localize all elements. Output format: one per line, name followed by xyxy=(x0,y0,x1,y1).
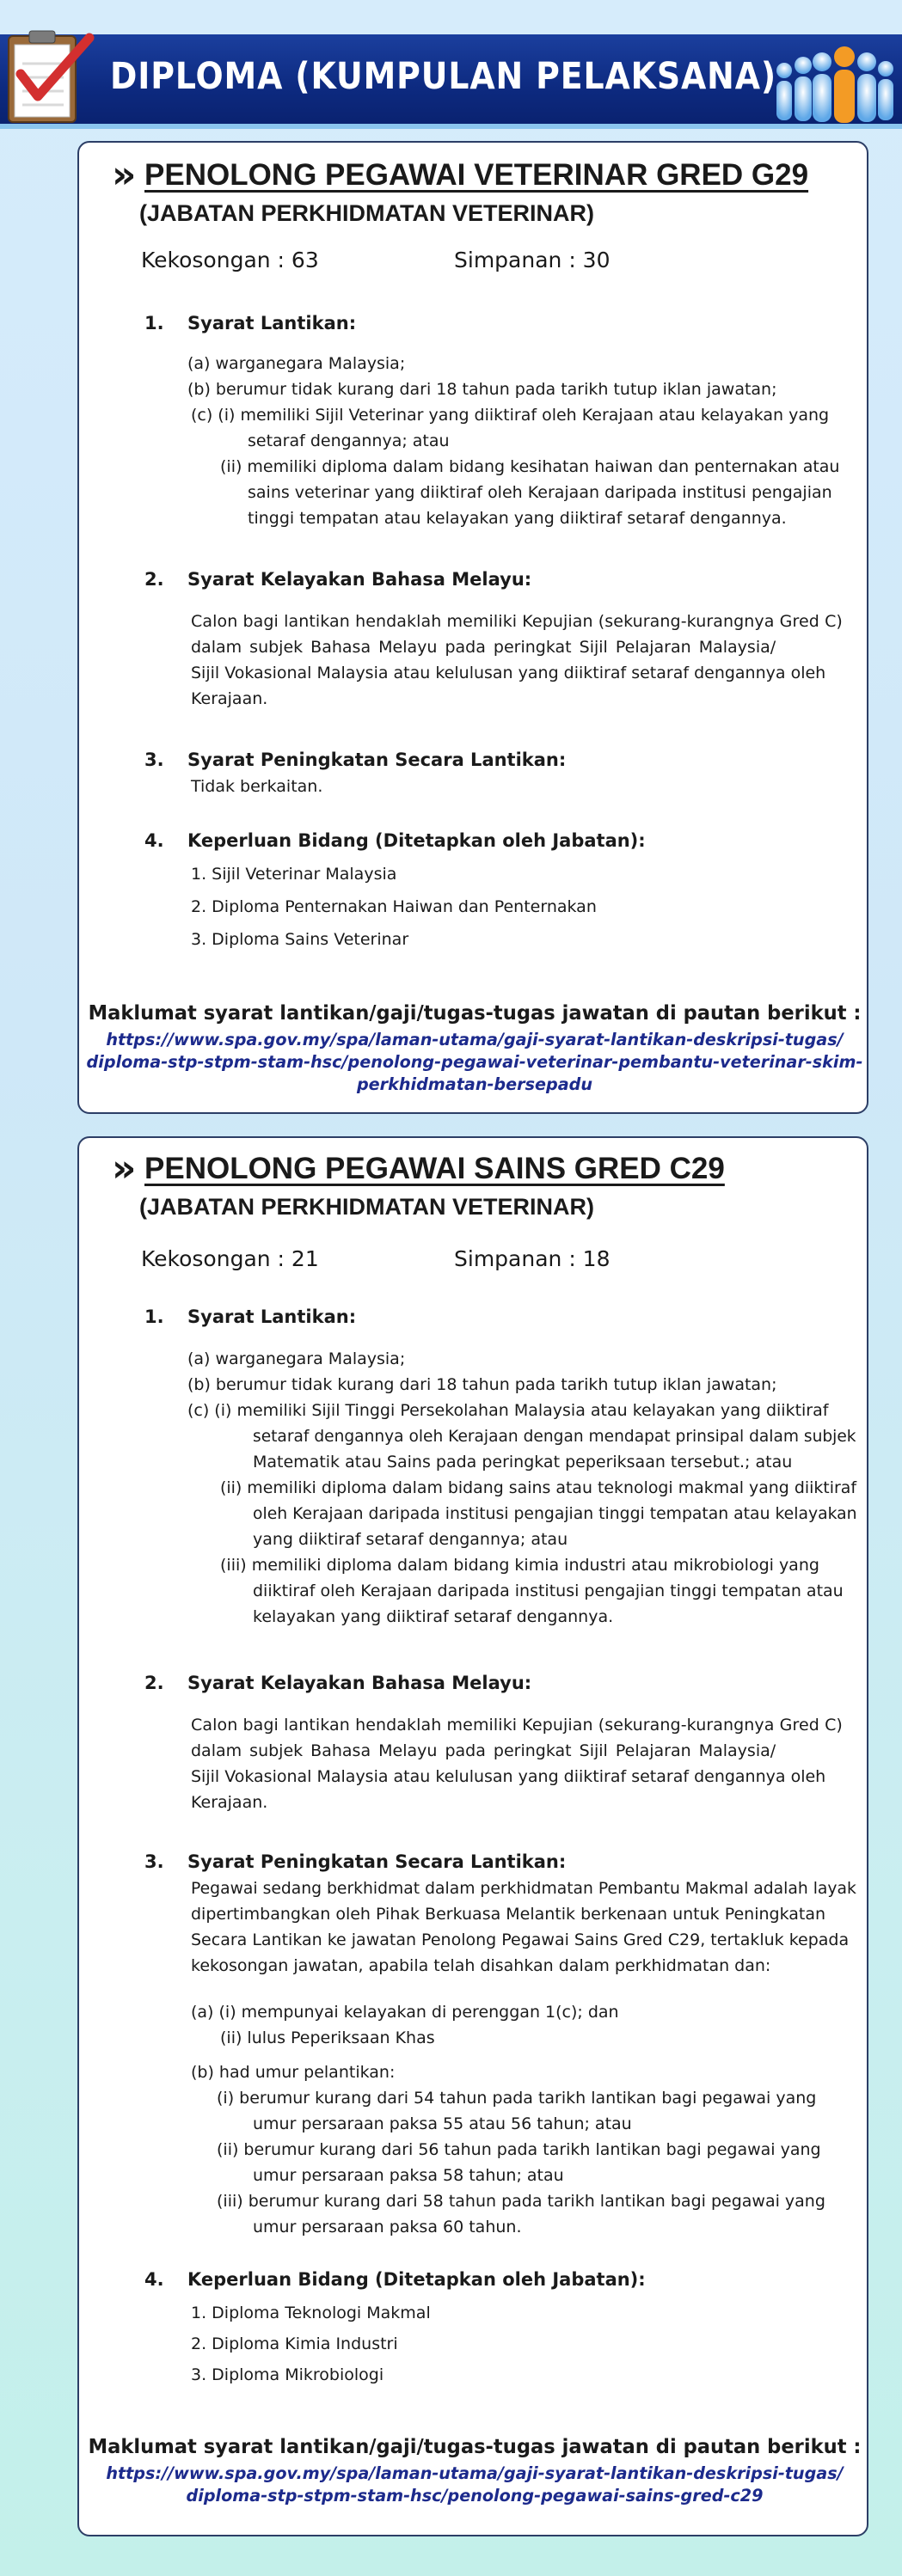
chevron-right-icon: » xyxy=(112,1147,137,1190)
department: (JABATAN PERKHIDMATAN VETERINAR) xyxy=(139,200,594,226)
text-line: Secara Lantikan ke jawatan Penolong Pegawai Sains Gred C29, tertakluk kepada xyxy=(191,1930,850,1949)
section-number: 1. xyxy=(144,313,164,333)
section-number: 4. xyxy=(144,830,164,851)
text-line: setaraf dengannya oleh Kerajaan dengan mendapat prinsipal dalam subjek xyxy=(253,1427,856,1446)
vacancy-count: Kekosongan : 21 xyxy=(141,1246,319,1271)
text-line: Sijil Vokasional Malaysia atau kelulusan yang diiktiraf setaraf dengannya oleh xyxy=(191,664,826,682)
job-title: PENOLONG PEGAWAI SAINS GRED C29 xyxy=(144,1152,725,1185)
page-title: DIPLOMA (KUMPULAN PELAKSANA) xyxy=(110,55,777,98)
info-link[interactable]: https://www.spa.gov.my/spa/laman-utama/gaji-syarat-lantikan-deskripsi-tugas/ xyxy=(106,1030,844,1049)
section-heading: Syarat Peningkatan Secara Lantikan: xyxy=(187,1851,567,1872)
section-number: 3. xyxy=(144,1851,164,1872)
info-link[interactable]: https://www.spa.gov.my/spa/laman-utama/gaji-syarat-lantikan-deskripsi-tugas/ xyxy=(106,2463,844,2483)
text-line: umur persaraan paksa 55 atau 56 tahun; atau xyxy=(253,2114,632,2133)
text-line: tinggi tempatan atau kelayakan yang diiktiraf setaraf dengannya. xyxy=(248,509,787,528)
text-line: sains veterinar yang diiktiraf oleh Kerajaan daripada institusi pengajian xyxy=(248,483,832,502)
text-line: yang diiktiraf setaraf dengannya; atau xyxy=(253,1530,568,1549)
text-line: oleh Kerajaan daripada institusi pengajian tinggi tempatan atau kelayakan xyxy=(253,1504,857,1523)
text-line: Calon bagi lantikan hendaklah memiliki Kepujian (sekurang-kurangnya Gred C) xyxy=(191,1716,843,1735)
text-line: Pegawai sedang berkhidmat dalam perkhidmatan Pembantu Makmal adalah layak xyxy=(191,1879,856,1898)
text-line: (b) had umur pelantikan: xyxy=(191,2063,396,2082)
text-line: Kerajaan. xyxy=(191,1793,268,1812)
text-line: dipertimbangkan oleh Pihak Berkuasa Melantik berkenaan untuk Peningkatan xyxy=(191,1905,826,1924)
text-line: umur persaraan paksa 58 tahun; atau xyxy=(253,2166,564,2185)
job-card xyxy=(77,141,868,1114)
text-line: Kerajaan. xyxy=(191,689,268,708)
text-line: diiktiraf oleh Kerajaan daripada institusi pengajian tinggi tempatan atau xyxy=(253,1582,844,1600)
section-heading: Syarat Kelayakan Bahasa Melayu: xyxy=(187,569,532,590)
link-heading: Maklumat syarat lantikan/gaji/tugas-tugas jawatan di pautan berikut : xyxy=(88,2436,862,2458)
info-link[interactable]: diploma-stp-stpm-stam-hsc/penolong-pegawai-sains-gred-c29 xyxy=(186,2486,764,2506)
section-number: 4. xyxy=(144,2269,164,2290)
info-link[interactable]: perkhidmatan-bersepadu xyxy=(356,1074,593,1094)
text-line: umur persaraan paksa 60 tahun. xyxy=(253,2218,522,2236)
text-line: (ii) memiliki diploma dalam bidang kesihatan haiwan dan penternakan atau xyxy=(220,457,840,476)
list-item: 1. Diploma Teknologi Makmal xyxy=(191,2304,431,2322)
section-heading: Syarat Peningkatan Secara Lantikan: xyxy=(187,750,567,770)
section-heading: Keperluan Bidang (Ditetapkan oleh Jabatan): xyxy=(187,2269,646,2290)
section-number: 2. xyxy=(144,569,164,590)
job-card xyxy=(77,1136,868,2536)
people-group-icon xyxy=(772,36,898,125)
text-line: (iii) berumur kurang dari 58 tahun pada tarikh lantikan bagi pegawai yang xyxy=(217,2192,825,2211)
link-heading: Maklumat syarat lantikan/gaji/tugas-tugas jawatan di pautan berikut : xyxy=(88,1002,862,1025)
text-line: Tidak berkaitan. xyxy=(191,777,323,796)
text-line: (a) warganegara Malaysia; xyxy=(187,1349,406,1368)
section-heading: Syarat Lantikan: xyxy=(187,313,357,333)
text-line: setaraf dengannya; atau xyxy=(248,431,450,450)
section-number: 3. xyxy=(144,750,164,770)
vacancy-count: Kekosongan : 63 xyxy=(141,248,319,272)
info-link[interactable]: diploma-stp-stpm-stam-hsc/penolong-pegawai-veterinar-pembantu-veterinar-skim- xyxy=(86,1052,863,1072)
reserve-count: Simpanan : 18 xyxy=(454,1246,611,1271)
page-header xyxy=(0,34,902,129)
text-line: (ii) memiliki diploma dalam bidang sains atau teknologi makmal yang diiktiraf xyxy=(220,1478,857,1497)
reserve-count: Simpanan : 30 xyxy=(454,248,611,272)
section-heading: Syarat Kelayakan Bahasa Melayu: xyxy=(187,1673,532,1693)
list-item: 2. Diploma Kimia Industri xyxy=(191,2334,398,2353)
job-title: PENOLONG PEGAWAI VETERINAR GRED G29 xyxy=(144,158,809,192)
text-line: (a) warganegara Malaysia; xyxy=(187,354,406,373)
text-line: dalam subjek Bahasa Melayu pada peringkat Sijil Pelajaran Malaysia/ xyxy=(191,638,776,657)
list-item: 2. Diploma Penternakan Haiwan dan Penternakan xyxy=(191,897,597,916)
section-number: 1. xyxy=(144,1306,164,1327)
list-item: 3. Diploma Mikrobiologi xyxy=(191,2365,384,2384)
text-line: dalam subjek Bahasa Melayu pada peringkat Sijil Pelajaran Malaysia/ xyxy=(191,1741,776,1760)
text-line: (iii) memiliki diploma dalam bidang kimia industri atau mikrobiologi yang xyxy=(220,1556,819,1575)
text-line: (ii) lulus Peperiksaan Khas xyxy=(220,2028,435,2047)
chevron-right-icon: » xyxy=(112,153,137,197)
text-line: Calon bagi lantikan hendaklah memiliki Kepujian (sekurang-kurangnya Gred C) xyxy=(191,612,843,631)
text-line: kelayakan yang diiktiraf setaraf dengannya. xyxy=(253,1607,614,1626)
text-line: (b) berumur tidak kurang dari 18 tahun pada tarikh tutup iklan jawatan; xyxy=(187,380,777,399)
checklist-icon xyxy=(3,24,95,132)
text-line: (c) (i) memiliki Sijil Veterinar yang diiktiraf oleh Kerajaan atau kelayakan yang xyxy=(191,406,830,425)
section-heading: Keperluan Bidang (Ditetapkan oleh Jabatan): xyxy=(187,830,646,851)
section-heading: Syarat Lantikan: xyxy=(187,1306,357,1327)
text-line: (b) berumur tidak kurang dari 18 tahun pada tarikh tutup iklan jawatan; xyxy=(187,1375,777,1394)
list-item: 1. Sijil Veterinar Malaysia xyxy=(191,865,397,884)
text-line: (ii) berumur kurang dari 56 tahun pada tarikh lantikan bagi pegawai yang xyxy=(217,2140,821,2159)
text-line: (c) (i) memiliki Sijil Tinggi Persekolahan Malaysia atau kelayakan yang diiktiraf xyxy=(187,1401,829,1420)
text-line: kekosongan jawatan, apabila telah disahkan dalam perkhidmatan dan: xyxy=(191,1956,771,1975)
text-line: Sijil Vokasional Malaysia atau kelulusan yang diiktiraf setaraf dengannya oleh xyxy=(191,1767,826,1786)
text-line: (i) berumur kurang dari 54 tahun pada tarikh lantikan bagi pegawai yang xyxy=(217,2089,817,2108)
list-item: 3. Diploma Sains Veterinar xyxy=(191,930,409,949)
text-line: (a) (i) mempunyai kelayakan di perenggan 1(c); dan xyxy=(191,2003,619,2022)
section-number: 2. xyxy=(144,1673,164,1693)
department: (JABATAN PERKHIDMATAN VETERINAR) xyxy=(139,1194,594,1220)
text-line: Matematik atau Sains pada peringkat peperiksaan tersebut.; atau xyxy=(253,1453,793,1472)
